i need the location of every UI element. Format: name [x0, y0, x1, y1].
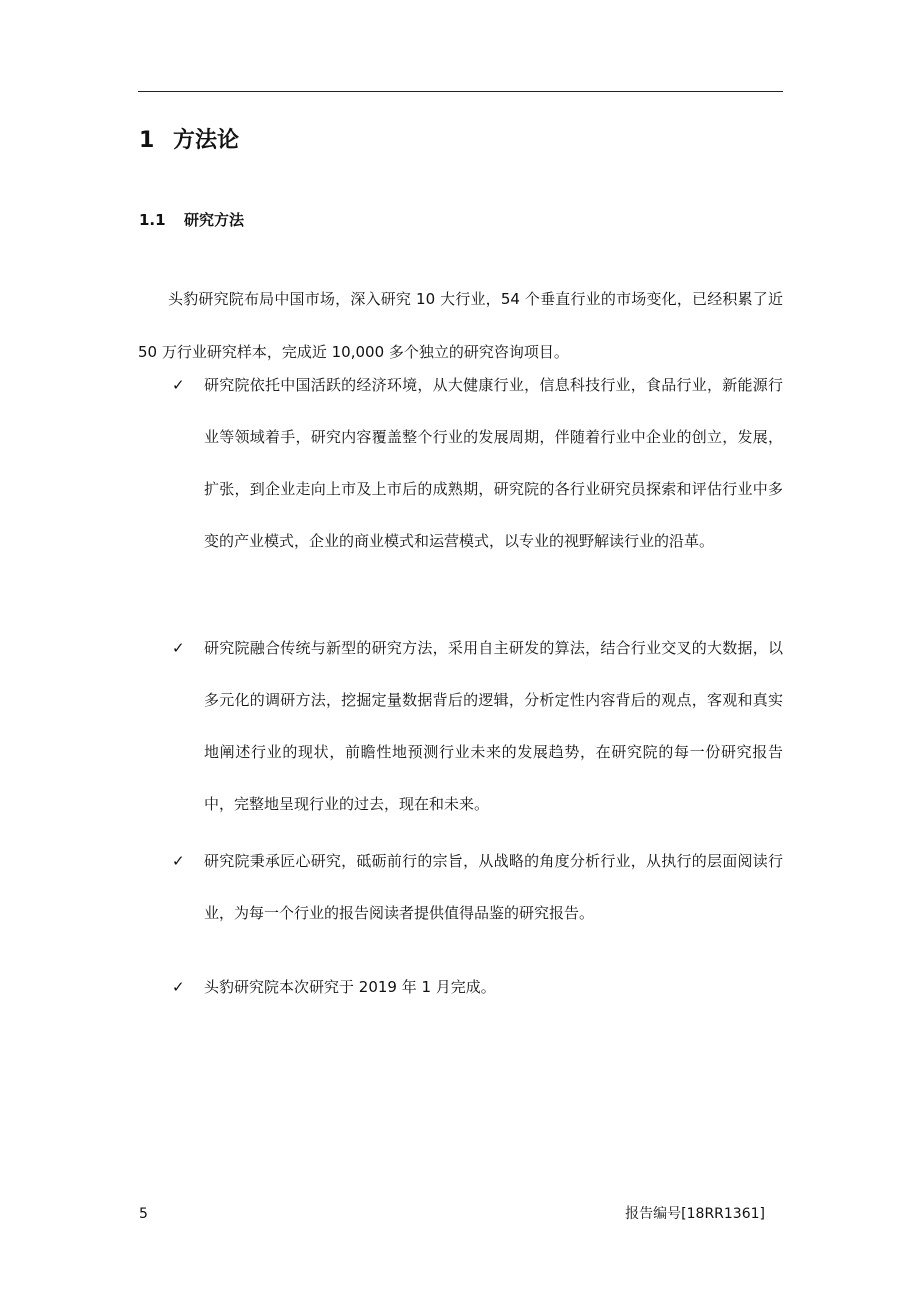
check-icon: ✓	[172, 639, 185, 657]
bullet-text: 研究院融合传统与新型的研究方法，采用自主研发的算法，结合行业交叉的大数据，以多元化的调研方法，挖掘定量数据背后的逻辑，分析定性内容背后的观点，客观和真实地阐述行业的现状，前瞻性地预测行业未来的发展趋势，在研究院的每一份研究报告中，完整地呈现行业的过去，现在和未来。	[204, 639, 783, 813]
intro-paragraph: 头豹研究院布局中国市场，深入研究 10 大行业，54 个垂直行业的市场变化，已经积累了近 50 万行业研究样本，完成近 10,000 多个独立的研究咨询项目。	[138, 290, 783, 361]
section-title: 方法论	[173, 128, 240, 153]
bullet-text: 头豹研究院本次研究于 2019 年 1 月完成。	[204, 978, 496, 996]
bullet-item	[172, 835, 783, 939]
section-heading	[139, 124, 239, 158]
bullet-item	[172, 359, 783, 567]
bullet-item	[172, 961, 783, 1013]
bullet-text: 研究院秉承匠心研究，砥砺前行的宗旨，从战略的角度分析行业，从执行的层面阅读行业，为每一个行业的报告阅读者提供值得品鉴的研究报告。	[204, 852, 783, 922]
report-id: 报告编号[18RR1361]	[625, 1206, 765, 1222]
page-number: 5	[139, 1206, 148, 1222]
check-icon: ✓	[172, 852, 185, 870]
check-icon: ✓	[172, 978, 185, 996]
section-number: 1	[139, 128, 155, 153]
header-rule	[138, 91, 783, 92]
check-icon: ✓	[172, 376, 185, 394]
subsection-title: 研究方法	[184, 211, 245, 229]
subsection-number: 1.1	[139, 211, 166, 229]
subsection-heading	[139, 208, 244, 232]
bullet-text: 研究院依托中国活跃的经济环境，从大健康行业，信息科技行业，食品行业，新能源行业等领域着手，研究内容覆盖整个行业的发展周期，伴随着行业中企业的创立，发展，扩张，到企业走向上市及上市后的成熟期，研究院的各行业研究员探索和评估行业中多变的产业模式，企业的商业模式和运营模式，以专业的视野解读行业的沿革。	[204, 376, 783, 550]
bullet-item	[172, 622, 783, 830]
